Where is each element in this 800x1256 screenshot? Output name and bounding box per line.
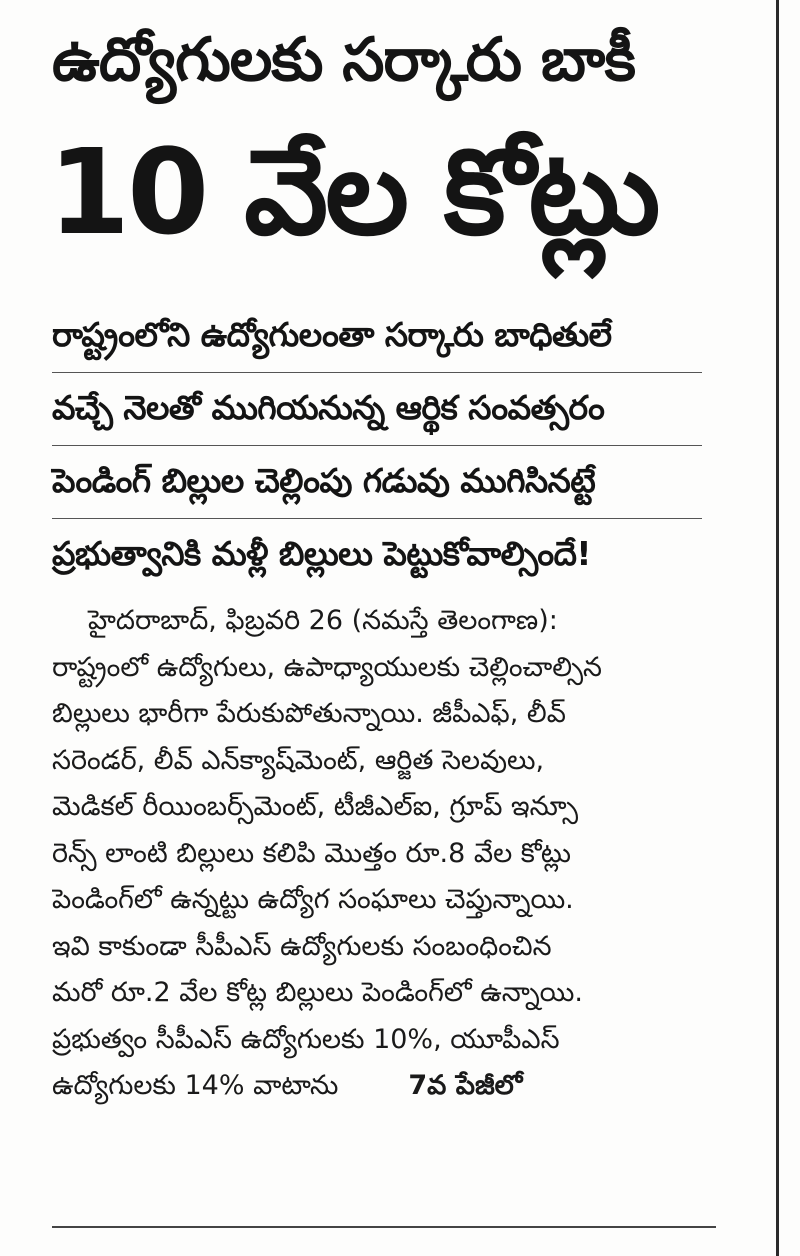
- continued-on-page: 7వ పేజీలో: [408, 1070, 523, 1101]
- body-line: ఇవి కాకుండా సీపీఎస్ ఉద్యోగులకు సంబంధించిన: [52, 930, 552, 962]
- body-line: ప్రభుత్వం సీపీఎస్ ఉద్యోగులకు 10%, యూపీఎస్: [52, 1023, 560, 1055]
- kicker-headline: ఉద్యోగులకు సర్కారు బాకీ: [52, 25, 635, 95]
- body-line: పెండింగ్‌లో ఉన్నట్టు ఉద్యోగ సంఘాలు చెప్తున్నాయి.: [52, 884, 574, 915]
- dateline: హైదరాబాద్, ఫిబ్రవరి 26 (నమస్తే తెలంగాణ):: [88, 605, 558, 636]
- body-line: మరో రూ.2 వేల కోట్ల బిల్లులు పెండింగ్‌లో ఉన్నాయి.: [52, 977, 583, 1008]
- deck-line: రాష్ట్రంలోని ఉద్యోగులంతా సర్కారు బాధితులే: [52, 300, 702, 373]
- deck-line: ప్రభుత్వానికి మళ్లీ బిల్లులు పెట్టుకోవాల్సిందే!: [52, 534, 591, 573]
- bottom-divider: [52, 1226, 716, 1228]
- body-line: మెడికల్ రీయింబర్స్‌మెంట్, టీజీఎల్ఐ, గ్రూప్ ఇన్సూ: [52, 791, 579, 822]
- deck-line: పెండింగ్ బిల్లుల చెల్లింపు గడువు ముగిసినట్టే: [52, 446, 702, 519]
- article-body: [52, 598, 720, 1110]
- body-line: రెన్స్ లాంటి బిల్లులు కలిపి మొత్తం రూ.8 వేల కోట్లు: [52, 837, 571, 869]
- body-line-text: ఉద్యోగులకు 14% వాటాను: [52, 1070, 339, 1101]
- body-line: సరెండర్, లీవ్ ఎన్‌క్యాష్‌మెంట్, ఆర్జిత సెలవులు,: [52, 744, 545, 776]
- column-divider: [776, 0, 779, 1256]
- deck-subheadings: [52, 300, 702, 591]
- body-line: బిల్లులు భారీగా పేరుకుపోతున్నాయి. జీపీఎఫ్, లీవ్: [52, 698, 566, 729]
- body-line-last: [52, 1063, 720, 1110]
- body-line: రాష్ట్రంలో ఉద్యోగులు, ఉపాధ్యాయులకు చెల్లించాల్సిన: [52, 651, 603, 683]
- main-headline: 10 వేల కోట్లు: [48, 123, 658, 261]
- deck-line: వచ్చే నెలతో ముగియనున్న ఆర్థిక సంవత్సరం: [52, 373, 702, 446]
